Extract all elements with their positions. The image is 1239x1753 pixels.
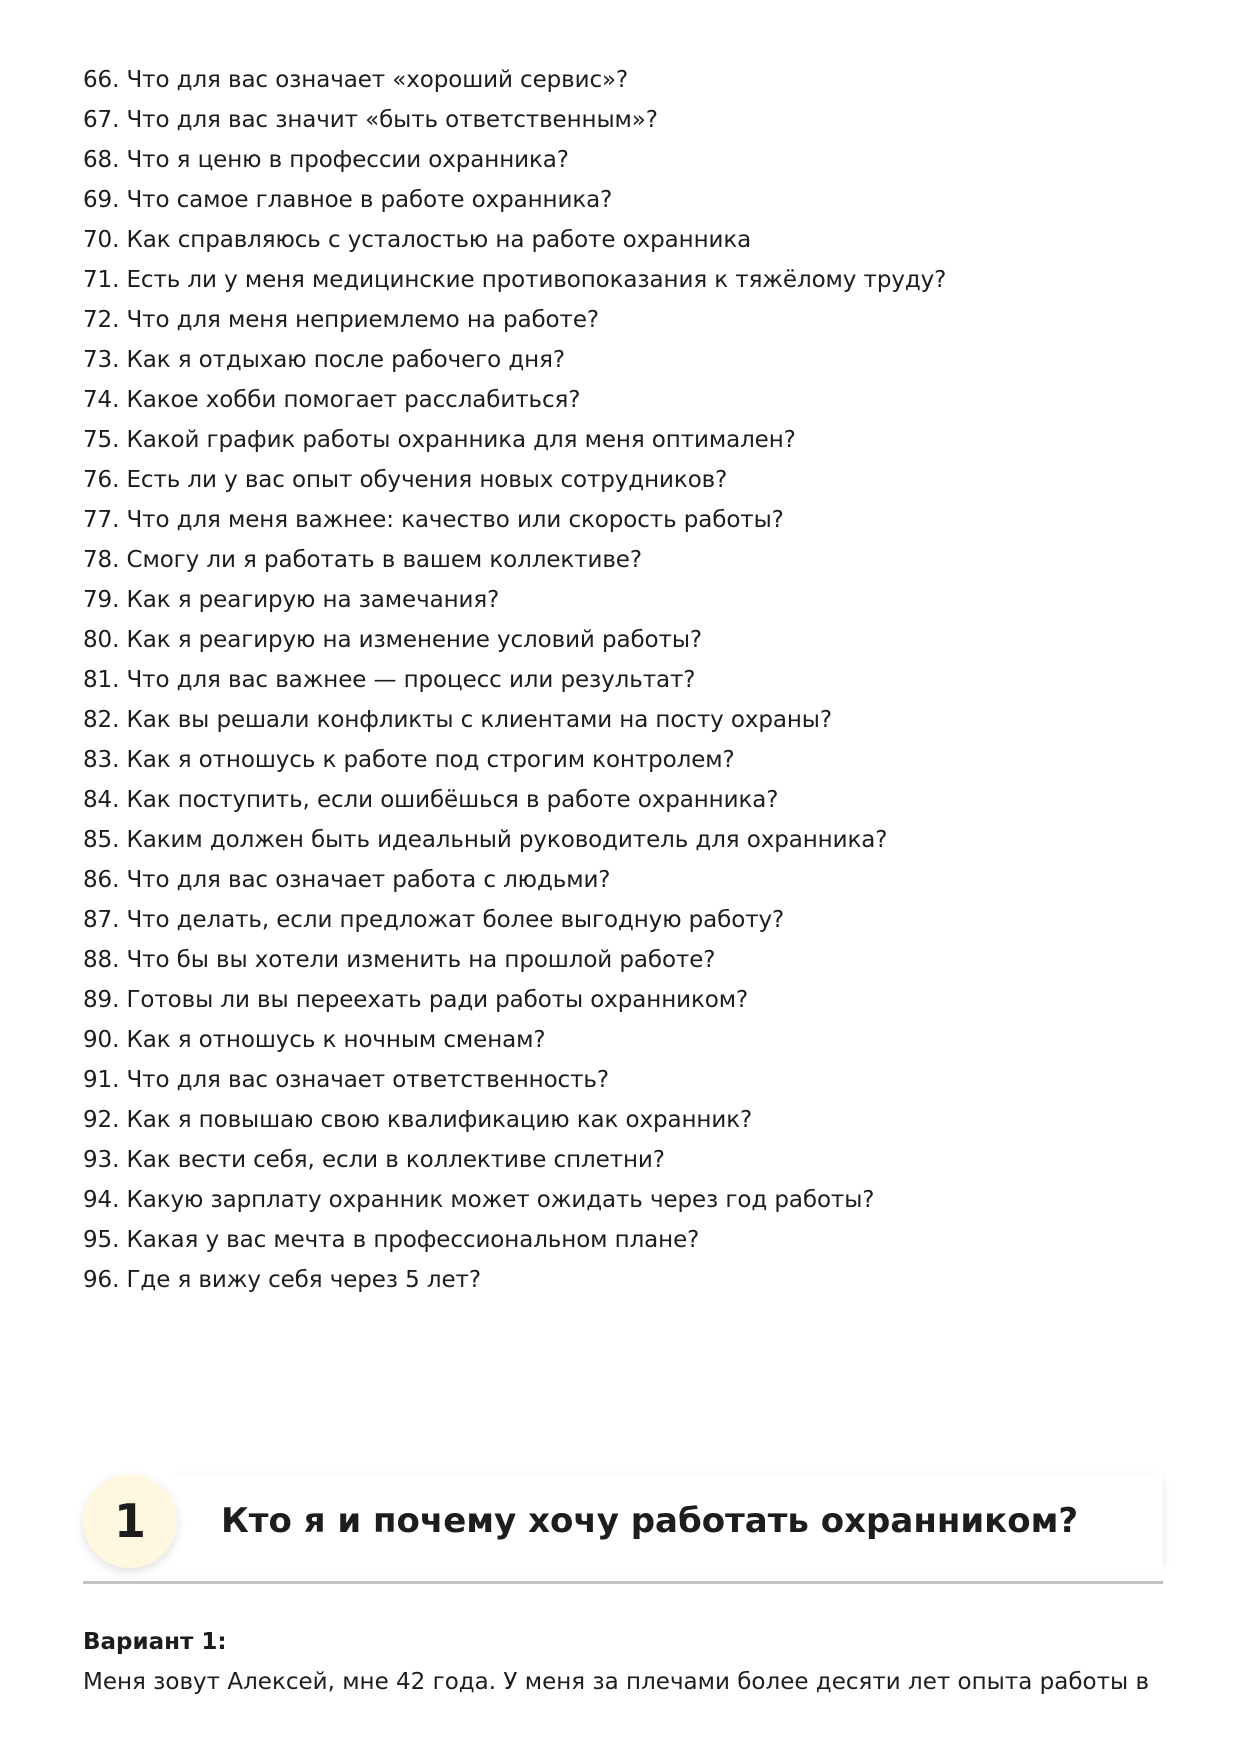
question-item: 76. Есть ли у вас опыт обучения новых сотрудников? bbox=[83, 467, 728, 493]
variant-label: Вариант 1: bbox=[83, 1629, 227, 1655]
question-item: 89. Готовы ли вы переехать ради работы охранником? bbox=[83, 987, 749, 1013]
question-item: 85. Каким должен быть идеальный руководитель для охранника? bbox=[83, 827, 888, 853]
question-item: 82. Как вы решали конфликты с клиентами на посту охраны? bbox=[83, 707, 832, 733]
variant-text: Меня зовут Алексей, мне 42 года. У меня за плечами более десяти лет опыта работы в bbox=[83, 1669, 1149, 1695]
question-item: 84. Как поступить, если ошибёшься в работе охранника? bbox=[83, 787, 779, 813]
question-item: 66. Что для вас означает «хороший сервис»? bbox=[83, 67, 629, 93]
question-item: 75. Какой график работы охранника для меня оптимален? bbox=[83, 427, 796, 453]
section-header bbox=[83, 1474, 1163, 1584]
question-item: 69. Что самое главное в работе охранника? bbox=[83, 187, 613, 213]
question-item: 71. Есть ли у меня медицинские противопоказания к тяжёлому труду? bbox=[83, 267, 947, 293]
question-item: 70. Как справляюсь с усталостью на работе охранника bbox=[83, 227, 752, 253]
question-list bbox=[83, 60, 1163, 1300]
section-title: Кто я и почему хочу работать охранником? bbox=[221, 1501, 1079, 1541]
question-item: 88. Что бы вы хотели изменить на прошлой работе? bbox=[83, 947, 716, 973]
question-item: 87. Что делать, если предложат более выгодную работу? bbox=[83, 907, 785, 933]
question-item: 68. Что я ценю в профессии охранника? bbox=[83, 147, 569, 173]
question-item: 72. Что для меня неприемлемо на работе? bbox=[83, 307, 599, 333]
question-item: 78. Смогу ли я работать в вашем коллективе? bbox=[83, 547, 642, 573]
section-number-badge: 1 bbox=[83, 1474, 177, 1568]
question-item: 93. Как вести себя, если в коллективе сплетни? bbox=[83, 1147, 665, 1173]
question-item: 67. Что для вас значит «быть ответственным»? bbox=[83, 107, 658, 133]
question-item: 73. Как я отдыхаю после рабочего дня? bbox=[83, 347, 565, 373]
question-item: 77. Что для меня важнее: качество или скорость работы? bbox=[83, 507, 784, 533]
question-item: 96. Где я вижу себя через 5 лет? bbox=[83, 1267, 481, 1293]
question-item: 91. Что для вас означает ответственность? bbox=[83, 1067, 609, 1093]
question-item: 79. Как я реагирую на замечания? bbox=[83, 587, 500, 613]
question-list-container bbox=[83, 60, 1163, 1300]
question-item: 83. Как я отношусь к работе под строгим контролем? bbox=[83, 747, 735, 773]
question-item: 92. Как я повышаю свою квалификацию как охранник? bbox=[83, 1107, 753, 1133]
question-item: 86. Что для вас означает работа с людьми? bbox=[83, 867, 611, 893]
question-item: 95. Какая у вас мечта в профессиональном плане? bbox=[83, 1227, 700, 1253]
question-item: 80. Как я реагирую на изменение условий работы? bbox=[83, 627, 702, 653]
question-item: 74. Какое хобби помогает расслабиться? bbox=[83, 387, 581, 413]
question-item: 90. Как я отношусь к ночным сменам? bbox=[83, 1027, 546, 1053]
question-item: 81. Что для вас важнее — процесс или результат? bbox=[83, 667, 696, 693]
question-item: 94. Какую зарплату охранник может ожидать через год работы? bbox=[83, 1187, 875, 1213]
